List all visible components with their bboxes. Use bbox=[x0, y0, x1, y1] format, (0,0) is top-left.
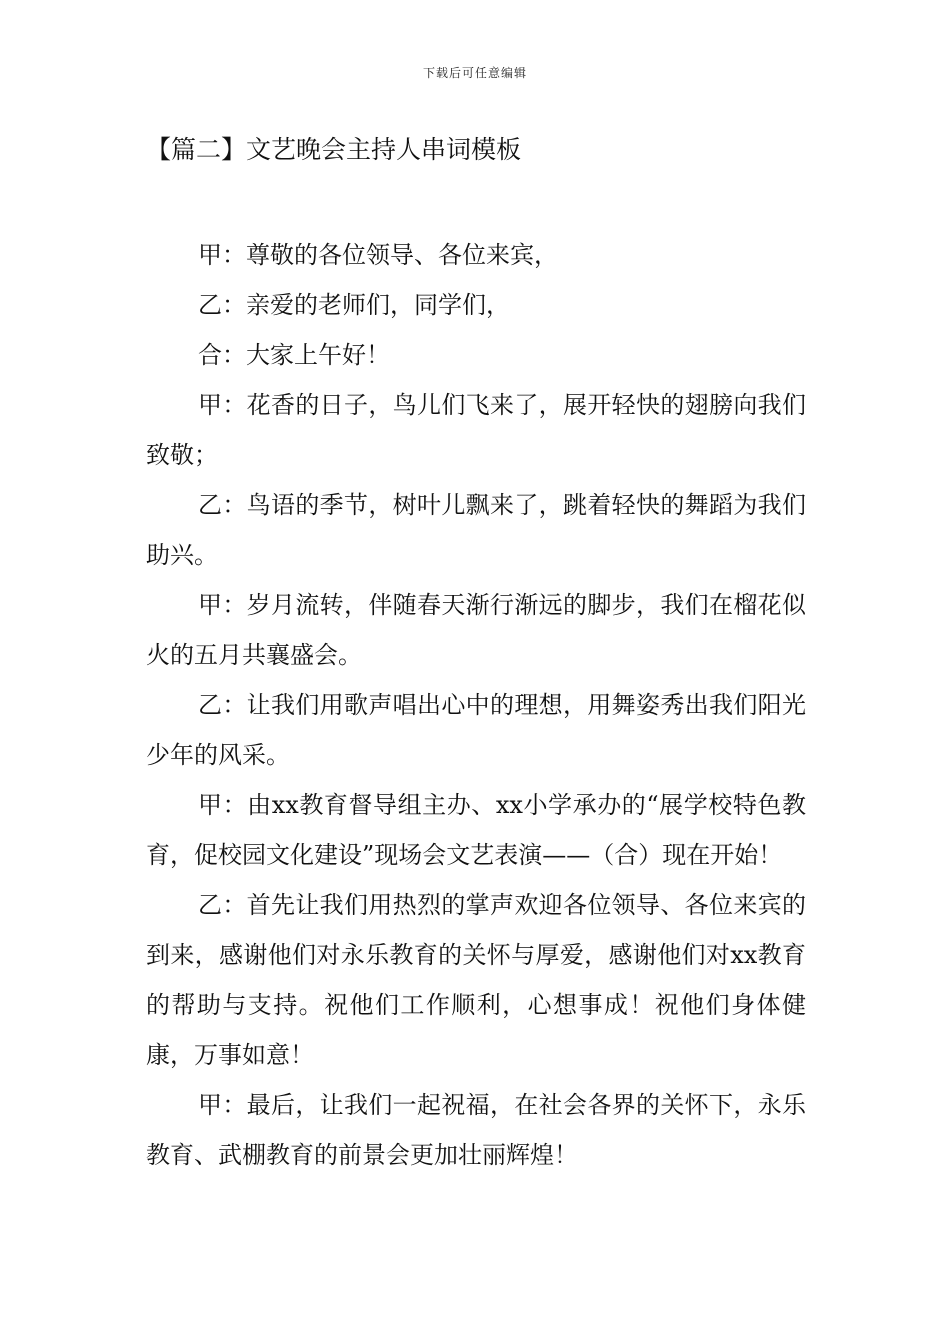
document-title: 【篇二】文艺晚会主持人串词模板 bbox=[146, 135, 522, 164]
document-body bbox=[146, 230, 806, 1180]
paragraph: 甲：由xx教育督导组主办、xx小学承办的“展学校特色教育，促校园文化建设”现场会文艺表演——（合）现在开始！ bbox=[146, 791, 806, 869]
paragraph: 乙：让我们用歌声唱出心中的理想，用舞姿秀出我们阳光少年的风采。 bbox=[146, 691, 806, 769]
paragraph: 甲：花香的日子，鸟儿们飞来了，展开轻快的翅膀向我们致敬； bbox=[146, 391, 806, 469]
paragraph: 合：大家上午好！ bbox=[198, 341, 390, 369]
paragraph: 乙：首先让我们用热烈的掌声欢迎各位领导、各位来宾的到来，感谢他们对永乐教育的关怀与厚爱，感谢他们对xx教育的帮助与支持。祝他们工作顺利，心想事成！祝他们身体健康，万事如意！ bbox=[146, 891, 806, 1069]
paragraph: 甲：尊敬的各位领导、各位来宾， bbox=[198, 241, 558, 269]
paragraph: 甲：岁月流转，伴随春天渐行渐远的脚步，我们在榴花似火的五月共襄盛会。 bbox=[146, 591, 806, 669]
paragraph: 乙：亲爱的老师们，同学们， bbox=[198, 291, 510, 319]
paragraph: 甲：最后，让我们一起祝福，在社会各界的关怀下，永乐教育、武棚教育的前景会更加壮丽辉煌！ bbox=[146, 1091, 806, 1169]
paragraph: 乙：鸟语的季节，树叶儿飘来了，跳着轻快的舞蹈为我们助兴。 bbox=[146, 491, 806, 569]
header-note: 下载后可任意编辑 bbox=[422, 66, 527, 80]
